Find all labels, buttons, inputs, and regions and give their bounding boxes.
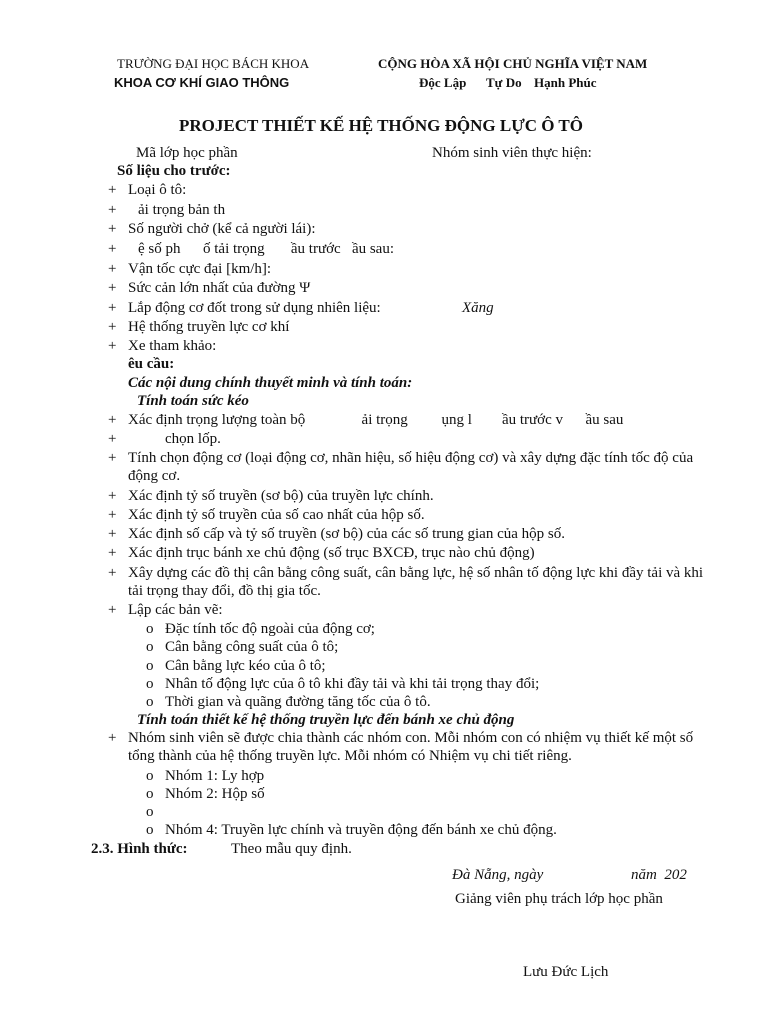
bullet-icon: + — [108, 300, 117, 316]
bullet-icon: + — [108, 202, 117, 218]
signature-year: năm 202 — [631, 867, 687, 883]
list-item: Nhóm 2: Hộp số — [165, 786, 265, 802]
bullet-icon: + — [108, 182, 117, 198]
motto-independence: Độc Lập — [419, 75, 467, 90]
bullet-icon: + — [108, 730, 117, 746]
circle-bullet-icon: o — [146, 676, 154, 692]
circle-bullet-icon: o — [146, 639, 154, 655]
requirements-heading: êu cầu: — [128, 356, 175, 372]
circle-bullet-icon: o — [146, 768, 154, 784]
circle-bullet-icon: o — [146, 804, 154, 820]
list-item: Nhóm 1: Ly hợp — [165, 768, 265, 784]
list-item: Loại ô tô: — [128, 182, 187, 198]
signer-name: Lưu Đức Lịch — [523, 964, 609, 980]
list-item: Hệ thống truyền lực cơ khí — [128, 319, 290, 335]
list-item: Nhóm 4: Truyền lực chính và truyền động đến bánh xe chủ động. — [165, 822, 557, 838]
signature-place-date: Đà Nẵng, ngày — [452, 867, 544, 883]
university-name: TRƯỜNG ĐẠI HỌC BÁCH KHOA — [117, 56, 310, 71]
list-item: ệ số ph ố tải trọng ầu trước ầu sau: — [138, 241, 395, 257]
requirements-subheading: Các nội dung chính thuyết minh và tính toán: — [128, 375, 413, 391]
republic-name: CỘNG HÒA XÃ HỘI CHỦ NGHĨA VIỆT NAM — [378, 56, 648, 71]
list-item: Vận tốc cực đại [km/h]: — [128, 261, 272, 277]
page-title: PROJECT THIẾT KẾ HỆ THỐNG ĐỘNG LỰC Ô TÔ — [179, 116, 583, 135]
signature-role: Giảng viên phụ trách lớp học phần — [455, 891, 663, 907]
list-item: Cân bằng lực kéo của ô tô; — [165, 658, 326, 674]
bullet-icon: + — [108, 450, 117, 466]
bullet-icon: + — [108, 319, 117, 335]
bullet-icon: + — [108, 241, 117, 257]
section-transmission-title: Tính toán thiết kế hệ thống truyền lực đến bánh xe chủ động — [137, 712, 515, 728]
list-item: Đặc tính tốc độ ngoài của động cơ; — [165, 621, 375, 637]
list-item: Nhóm sinh viên sẽ được chia thành các nhóm con. Mỗi nhóm con có nhiệm vụ thiết kế một số tổng thành của hệ thống truyền lực. Mỗi nhóm có Nhiệm vụ chi tiết riêng. — [128, 730, 694, 764]
list-item: Lập các bản vẽ: — [128, 602, 223, 618]
bullet-icon: + — [108, 602, 117, 618]
motto-freedom: Tự Do — [486, 75, 522, 90]
list-item: Thời gian và quãng đường tăng tốc của ô tô. — [165, 694, 431, 710]
given-data-heading: Số liệu cho trước: — [117, 163, 231, 179]
class-code-label: Mã lớp học phần — [136, 145, 238, 161]
bullet-icon: + — [108, 412, 117, 428]
bullet-icon: + — [108, 507, 117, 523]
circle-bullet-icon: o — [146, 621, 154, 637]
form-label: 2.3. Hình thức: — [91, 841, 188, 857]
list-item: chọn lốp. — [165, 431, 221, 447]
list-item: ải trọng bản th — [138, 202, 226, 218]
bullet-icon: + — [108, 565, 117, 581]
fuel-value: Xăng — [462, 300, 494, 316]
list-item: Xe tham khảo: — [128, 338, 217, 354]
bullet-icon: + — [108, 280, 117, 296]
circle-bullet-icon: o — [146, 694, 154, 710]
list-item: Xác định số cấp và tỷ số truyền (sơ bộ) của các số trung gian của hộp số. — [128, 526, 565, 542]
bullet-icon: + — [108, 488, 117, 504]
circle-bullet-icon: o — [146, 658, 154, 674]
list-item: Xác định tỷ số truyền của số cao nhất của hộp số. — [128, 507, 425, 523]
bullet-icon: + — [108, 545, 117, 561]
form-value: Theo mẫu quy định. — [231, 841, 352, 857]
list-item: Tính chọn động cơ (loại động cơ, nhãn hiệu, số hiệu động cơ) và xây dựng đặc tính tốc độ của động cơ. — [128, 450, 694, 484]
faculty-name: KHOA CƠ KHÍ GIAO THÔNG — [114, 75, 290, 90]
bullet-icon: + — [108, 338, 117, 354]
motto-happiness: Hạnh Phúc — [534, 75, 597, 90]
bullet-icon: + — [108, 526, 117, 542]
student-group-label: Nhóm sinh viên thực hiện: — [432, 145, 592, 161]
section-traction-title: Tính toán sức kéo — [137, 393, 249, 409]
bullet-icon: + — [108, 431, 117, 447]
bullet-icon: + — [108, 221, 117, 237]
list-item: Cân bằng công suất của ô tô; — [165, 639, 339, 655]
list-item: Xác định tỷ số truyền (sơ bộ) của truyền lực chính. — [128, 488, 434, 504]
bullet-icon: + — [108, 261, 117, 277]
list-item: Số người chở (kể cả người lái): — [128, 221, 316, 237]
list-item: Nhân tố động lực của ô tô khi đầy tải và khi tải trọng thay đổi; — [165, 676, 540, 692]
list-item: Sức cản lớn nhất của đường Ψ — [128, 280, 311, 296]
list-item: Xác định trọng lượng toàn bộ ải trọng ụng l ầu trước v ầu sau — [128, 412, 624, 428]
circle-bullet-icon: o — [146, 786, 154, 802]
circle-bullet-icon: o — [146, 822, 154, 838]
list-item: Xây dựng các đồ thị cân bằng công suất, cân bằng lực, hệ số nhân tố động lực khi đầy tải và khi tải trọng thay đổi, đồ thị gia tốc. — [128, 565, 704, 599]
list-item: Xác định trục bánh xe chủ động (số trục BXCĐ, trục nào chủ động) — [128, 545, 535, 561]
list-item: Lắp động cơ đốt trong sử dụng nhiên liệu: — [128, 300, 381, 316]
